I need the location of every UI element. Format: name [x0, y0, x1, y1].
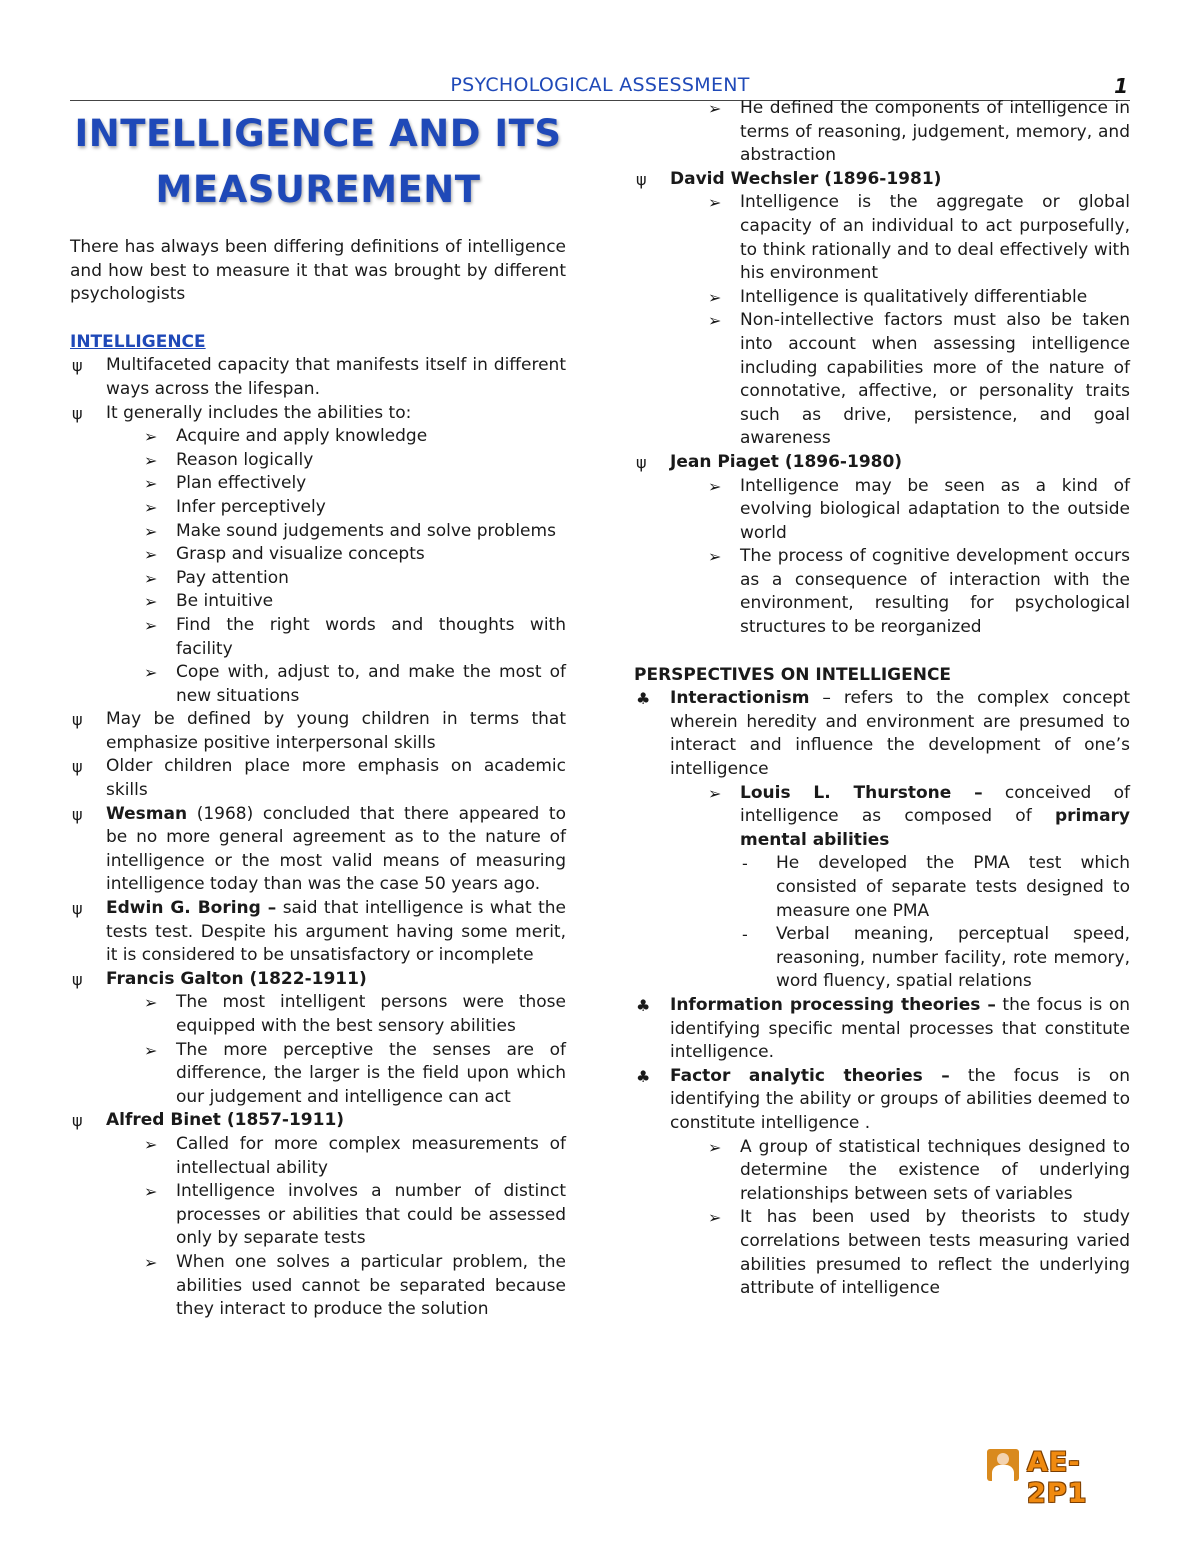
arrow-bullet-icon: ➢: [144, 1182, 158, 1202]
arrow-bullet-icon: ➢: [144, 568, 158, 588]
arrow-bullet-icon: ➢: [708, 311, 722, 331]
list-item-wechsler: ψ David Wechsler (1896-1981): [634, 168, 1130, 192]
arrow-bullet-icon: ➢: [708, 193, 722, 213]
psi-bullet-icon: ψ: [72, 969, 83, 989]
sub-list-item: ➢ The process of cognitive development occurs as a consequence of interaction with the environment, resulting for psychological structures to be reorganized: [708, 546, 1130, 638]
sub-list-item: ➢ Be intuitive: [70, 590, 566, 614]
sub-list-item: ➢ He defined the components of intelligence in terms of reasoning, judgement, memory, and abstraction: [708, 98, 1130, 166]
arrow-bullet-icon: ➢: [144, 545, 158, 565]
sub-list-item: ➢ Intelligence involves a number of distinct processes or abilities that could be assessed only by separate tests: [144, 1181, 566, 1249]
sub-list-item: ➢ Infer perceptively: [70, 496, 566, 520]
list-item-wesman: ψ Wesman (1968) concluded that there appeared to be no more general agreement as to the nature of intelligence or the most valid means of measuring intelligence today than was the case 50 years ago.: [72, 803, 566, 895]
arrow-bullet-icon: ➢: [144, 497, 158, 517]
dash-list-item: - Verbal meaning, perceptual speed, reasoning, number facility, rote memory, word fluency, spatial relations: [742, 924, 1130, 992]
dash-list-item: - He developed the PMA test which consisted of separate tests designed to measure one PMA: [742, 853, 1130, 921]
psi-bullet-icon: ψ: [636, 452, 647, 472]
arrow-bullet-icon: ➢: [144, 615, 158, 635]
psi-bullet-icon: ψ: [636, 169, 647, 189]
arrow-bullet-icon: ➢: [708, 783, 722, 803]
arrow-bullet-icon: ➢: [708, 547, 722, 567]
club-bullet-icon: ♣: [636, 689, 651, 709]
intro-paragraph: There has always been differing definitions of intelligence and how best to measure it that was brought by different psychologists: [70, 237, 566, 305]
arrow-bullet-icon: ➢: [144, 521, 158, 541]
arrow-bullet-icon: ➢: [708, 1137, 722, 1157]
list-item: ψ Older children place more emphasis on academic skills: [72, 756, 566, 801]
sub-list-item: ➢ Intelligence is qualitatively differentiable: [634, 286, 1130, 310]
psi-bullet-icon: ψ: [72, 356, 83, 376]
list-item: ψ May be defined by young children in terms that emphasize positive interpersonal skills: [72, 709, 566, 753]
psi-bullet-icon: ψ: [72, 757, 83, 777]
arrow-bullet-icon: ➢: [708, 1208, 722, 1228]
sub-list-item: ➢ Called for more complex measurements of intellectual ability: [144, 1133, 566, 1178]
section-heading-intelligence: INTELLIGENCE: [70, 331, 206, 352]
sub-list-item: ➢ When one solves a particular problem, the abilities used cannot be separated because they interact to produce the solution: [144, 1251, 566, 1320]
sub-list-item: ➢ Pay attention: [70, 567, 566, 591]
sub-list-item-thurstone: ➢ Louis L. Thurstone – conceived of intelligence as composed of primary mental abilities: [708, 782, 1130, 850]
sub-list-item: ➢ It has been used by theorists to study correlations between tests measuring varied abilities presumed to reflect the underlying attribute of intelligence: [708, 1207, 1130, 1299]
dash-bullet-icon: -: [742, 925, 748, 945]
arrow-bullet-icon: ➢: [144, 993, 158, 1013]
psi-bullet-icon: ψ: [72, 710, 83, 730]
psi-bullet-icon: ψ: [72, 403, 83, 423]
sub-list-item: ➢ A group of statistical techniques designed to determine the existence of underlying relationships between sets of variables: [708, 1136, 1130, 1204]
sub-list-item: ➢ The most intelligent persons were those equipped with the best sensory abilities: [144, 992, 566, 1036]
list-item-piaget: ψ Jean Piaget (1896-1980): [634, 451, 1130, 475]
arrow-bullet-icon: ➢: [144, 592, 158, 612]
club-bullet-icon: ♣: [636, 1066, 651, 1086]
psi-bullet-icon: ψ: [72, 804, 83, 824]
footer-logo: [987, 1447, 1137, 1509]
sub-list-item: ➢ Reason logically: [70, 449, 566, 473]
psi-bullet-icon: ψ: [72, 1111, 83, 1131]
arrow-bullet-icon: ➢: [708, 99, 722, 118]
sub-list-item: ➢ Intelligence is the aggregate or global capacity of an individual to act purposefully, to think rationally and to deal effectively with his environment: [708, 192, 1130, 284]
arrow-bullet-icon: ➢: [708, 287, 722, 307]
list-item-factor-analytic: ♣ Factor analytic theories – the focus is on identifying the ability or groups of abilities deemed to constitute intelligence .: [636, 1065, 1130, 1133]
arrow-bullet-icon: ➢: [144, 1252, 158, 1272]
arrow-bullet-icon: ➢: [708, 476, 722, 496]
sub-list-item: ➢ Acquire and apply knowledge: [70, 425, 566, 449]
sub-list-item: ➢ The more perceptive the senses are of difference, the larger is the field upon which our judgement and intelligence can act: [144, 1039, 566, 1107]
arrow-bullet-icon: ➢: [144, 663, 158, 683]
sub-list-item: ➢ Non-intellective factors must also be taken into account when assessing intelligence including capabilities more of the nature of connotative, affective, or personality traits such as drive, persistence, and goal awareness: [708, 310, 1130, 449]
header-title: PSYCHOLOGICAL ASSESSMENT: [450, 74, 750, 96]
sub-list-item: ➢ Plan effectively: [70, 472, 566, 496]
sub-list-item: ➢ Find the right words and thoughts with facility: [144, 614, 566, 659]
list-item: ψ It generally includes the abilities to:: [70, 402, 566, 426]
arrow-bullet-icon: ➢: [144, 474, 158, 494]
dash-bullet-icon: -: [742, 854, 748, 874]
list-item-galton: ψ Francis Galton (1822-1911): [70, 968, 566, 992]
club-bullet-icon: ♣: [636, 995, 651, 1015]
sub-list-item: ➢ Intelligence may be seen as a kind of evolving biological adaptation to the outside world: [708, 475, 1130, 543]
sub-list-item: ➢ Grasp and visualize concepts: [70, 543, 566, 567]
arrow-bullet-icon: ➢: [144, 1040, 158, 1060]
list-item-info-processing: ♣ Information processing theories – the focus is on identifying specific mental processes that constitute intelligence.: [636, 994, 1130, 1063]
arrow-bullet-icon: ➢: [144, 1134, 158, 1154]
avatar-icon: [987, 1449, 1019, 1481]
document-title-line-1: INTELLIGENCE AND ITS: [74, 112, 562, 155]
arrow-bullet-icon: ➢: [144, 427, 158, 447]
page-number: 1: [1114, 74, 1128, 98]
psi-bullet-icon: ψ: [72, 899, 83, 919]
left-column: [70, 236, 566, 1322]
arrow-bullet-icon: ➢: [144, 450, 158, 470]
logo-text: AE-2P1: [1027, 1447, 1088, 1509]
list-item-binet: ψ Alfred Binet (1857-1911): [70, 1109, 566, 1133]
sub-list-item: ➢ Make sound judgements and solve problems: [70, 520, 566, 544]
section-heading-perspectives: PERSPECTIVES ON INTELLIGENCE: [634, 664, 952, 685]
list-item-boring: ψ Edwin G. Boring – said that intelligence is what the tests test. Despite his argument having some merit, it is considered to be unsatisfactory or incomplete: [72, 898, 566, 966]
right-column: [634, 97, 1130, 1301]
document-title-line-2: MEASUREMENT: [155, 168, 481, 211]
list-item-interactionism: ♣ Interactionism – refers to the complex concept wherein heredity and environment are presumed to interact and influence the development of one’s intelligence: [636, 688, 1130, 780]
document-title: [70, 106, 566, 218]
sub-list-item: ➢ Cope with, adjust to, and make the most of new situations: [144, 662, 566, 706]
list-item: ψ Multifaceted capacity that manifests itself in different ways across the lifespan.: [72, 355, 566, 399]
